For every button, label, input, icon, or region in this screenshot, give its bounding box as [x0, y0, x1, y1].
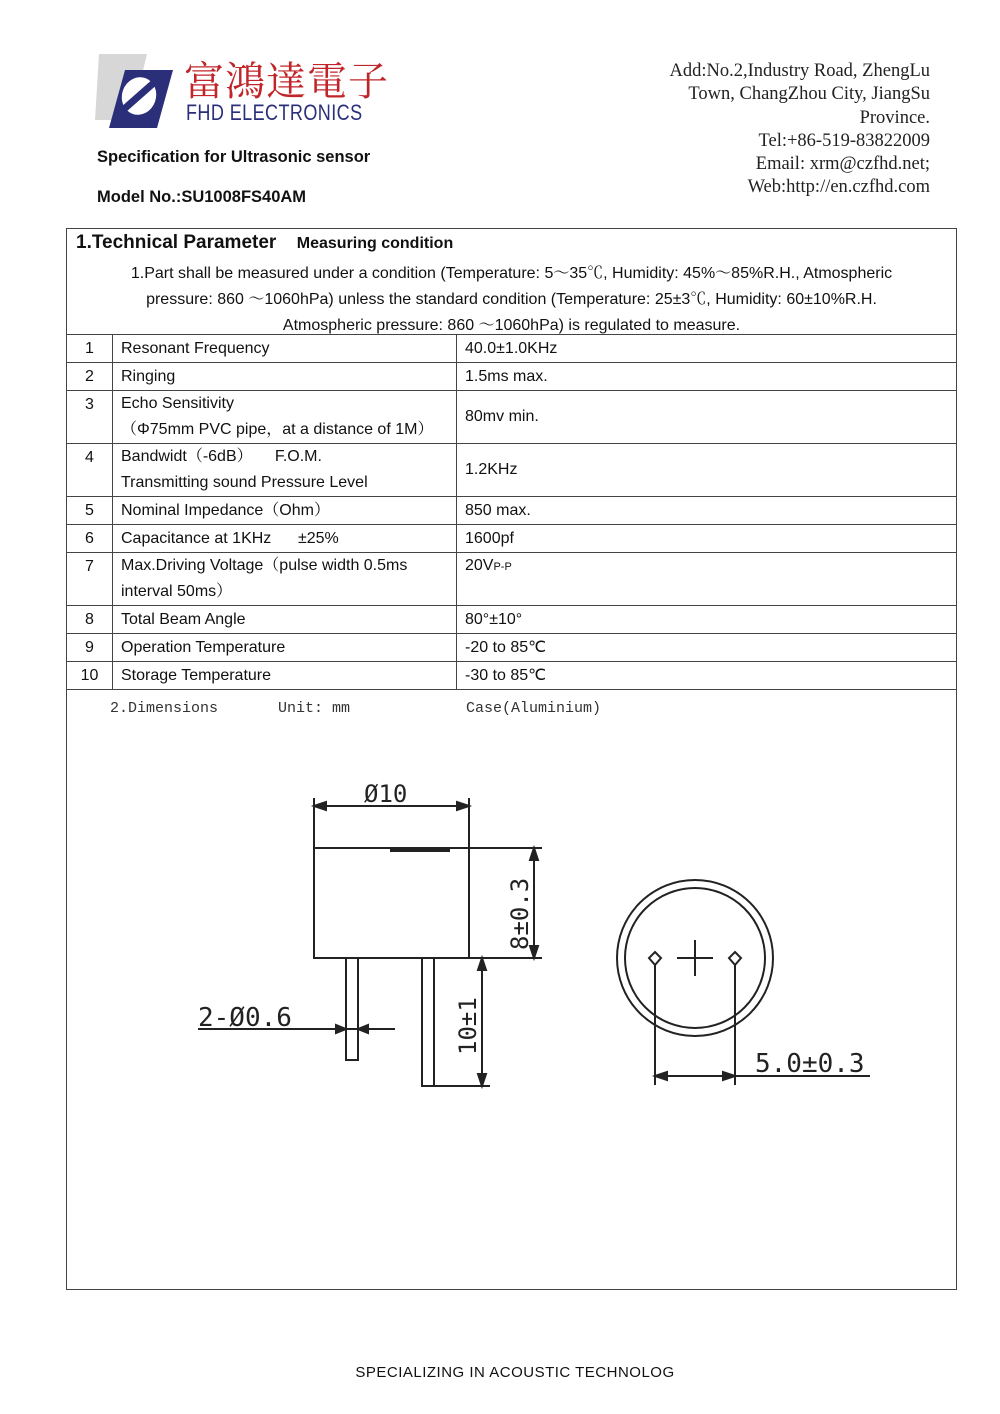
- row-number: 7: [67, 553, 113, 606]
- parameter-name-line: Bandwidt（-6dB） F.O.M.: [121, 448, 322, 465]
- dimensions-unit: Unit: mm: [278, 700, 351, 717]
- parameter-table: [66, 334, 957, 690]
- parameter-name: [113, 553, 457, 606]
- parameter-value: 80mv min.: [457, 391, 957, 444]
- row-number: 6: [67, 525, 113, 553]
- technical-heading: [76, 232, 453, 254]
- parameter-name-line: Max.Driving Voltage（pulse width 0.5ms: [121, 557, 408, 574]
- row-number: 8: [67, 606, 113, 634]
- logo-chinese-text: 富鴻達電子: [184, 59, 389, 105]
- parameter-value: 850 max.: [457, 497, 957, 525]
- email: Email: xrm@czfhd.net;: [755, 154, 930, 175]
- address-line-3: Province.: [859, 107, 930, 128]
- table-row: [67, 335, 957, 363]
- table-row: [67, 391, 957, 444]
- parameter-name-line: Transmitting sound Pressure Level: [121, 474, 368, 491]
- parameter-name: [113, 391, 457, 444]
- parameter-name: Capacitance at 1KHz ±25%: [113, 525, 457, 553]
- height-label: 8±0.3: [506, 877, 534, 950]
- parameter-value: 40.0±1.0KHz: [457, 335, 957, 363]
- row-number: 4: [67, 444, 113, 497]
- table-row: [67, 525, 957, 553]
- table-row: [67, 444, 957, 497]
- voltage-subscript: P-P: [493, 561, 512, 573]
- parameter-value: 1.5ms max.: [457, 363, 957, 391]
- parameter-value: -20 to 85℃: [457, 634, 957, 662]
- parameter-name: [113, 444, 457, 497]
- table-row: [67, 497, 957, 525]
- spec-title: Specification for Ultrasonic sensor: [97, 148, 371, 166]
- table-row: [67, 363, 957, 391]
- contact-block: [669, 60, 930, 200]
- row-number: 1: [67, 335, 113, 363]
- parameter-name-line: Echo Sensitivity: [121, 395, 234, 412]
- table-row: [67, 634, 957, 662]
- table-row: [67, 662, 957, 690]
- dimensions-title: 2.Dimensions: [110, 700, 219, 717]
- address-line-1: Add:No.2,Industry Road, ZhengLu: [669, 61, 930, 81]
- row-number: 3: [67, 391, 113, 444]
- case-material: Case(Aluminium): [466, 700, 602, 717]
- parameter-name-line: （Φ75mm PVC pipe，at a distance of 1M）: [121, 421, 434, 438]
- page-footer: SPECIALIZING IN ACOUSTIC TECHNOLOG: [355, 1364, 675, 1381]
- parameter-name: Ringing: [113, 363, 457, 391]
- parameter-value: 80°±10°: [457, 606, 957, 634]
- pitch-label: 5.0±0.3: [755, 1049, 865, 1079]
- diameter-label: Ø10: [364, 780, 408, 808]
- parameter-name: Operation Temperature: [113, 634, 457, 662]
- row-number: 2: [67, 363, 113, 391]
- parameter-name-line: interval 50ms）: [121, 583, 233, 600]
- parameter-value: [457, 553, 957, 606]
- voltage-value: 20V: [465, 557, 494, 574]
- row-number: 10: [67, 662, 113, 690]
- parameter-name: Nominal Impedance（Ohm）: [113, 497, 457, 525]
- condition-line-2: pressure: 860 ～1060hPa) unless the standard condition (Temperature: 25±3℃, Humidity: 60±10%R.H.: [146, 291, 877, 308]
- parameter-name: Total Beam Angle: [113, 606, 457, 634]
- condition-line-3: Atmospheric pressure: 860 ～1060hPa) is regulated to measure.: [282, 317, 741, 334]
- model-number: Model No.:SU1008FS40AM: [97, 188, 307, 206]
- telephone: Tel:+86-519-83822009: [758, 130, 930, 151]
- condition-line-1: 1.Part shall be measured under a condition (Temperature: 5～35℃, Humidity: 45%～85%R.H., Atmospheric: [130, 265, 893, 282]
- website: Web:http://en.czfhd.com: [747, 177, 930, 198]
- parameter-value: -30 to 85℃: [457, 662, 957, 690]
- technical-title: 1.Technical Parameter: [76, 232, 277, 253]
- pin-diameter-label: 2-Ø0.6: [198, 1003, 292, 1033]
- technical-subtitle: Measuring condition: [296, 235, 454, 252]
- row-number: 9: [67, 634, 113, 662]
- row-number: 5: [67, 497, 113, 525]
- parameter-value: 1.2KHz: [457, 444, 957, 497]
- logo-english-text: FHD ELECTRONICS: [186, 100, 363, 125]
- table-row: [67, 553, 957, 606]
- table-row: [67, 606, 957, 634]
- pin-length-label: 10±1: [454, 997, 482, 1055]
- company-logo: [95, 50, 185, 130]
- address-line-2: Town, ChangZhou City, JiangSu: [688, 84, 930, 105]
- parameter-name: Resonant Frequency: [113, 335, 457, 363]
- sensor-body-side: [314, 848, 469, 958]
- parameter-value: 1600pf: [457, 525, 957, 553]
- parameter-name: Storage Temperature: [113, 662, 457, 690]
- dimension-drawing: [190, 770, 890, 1100]
